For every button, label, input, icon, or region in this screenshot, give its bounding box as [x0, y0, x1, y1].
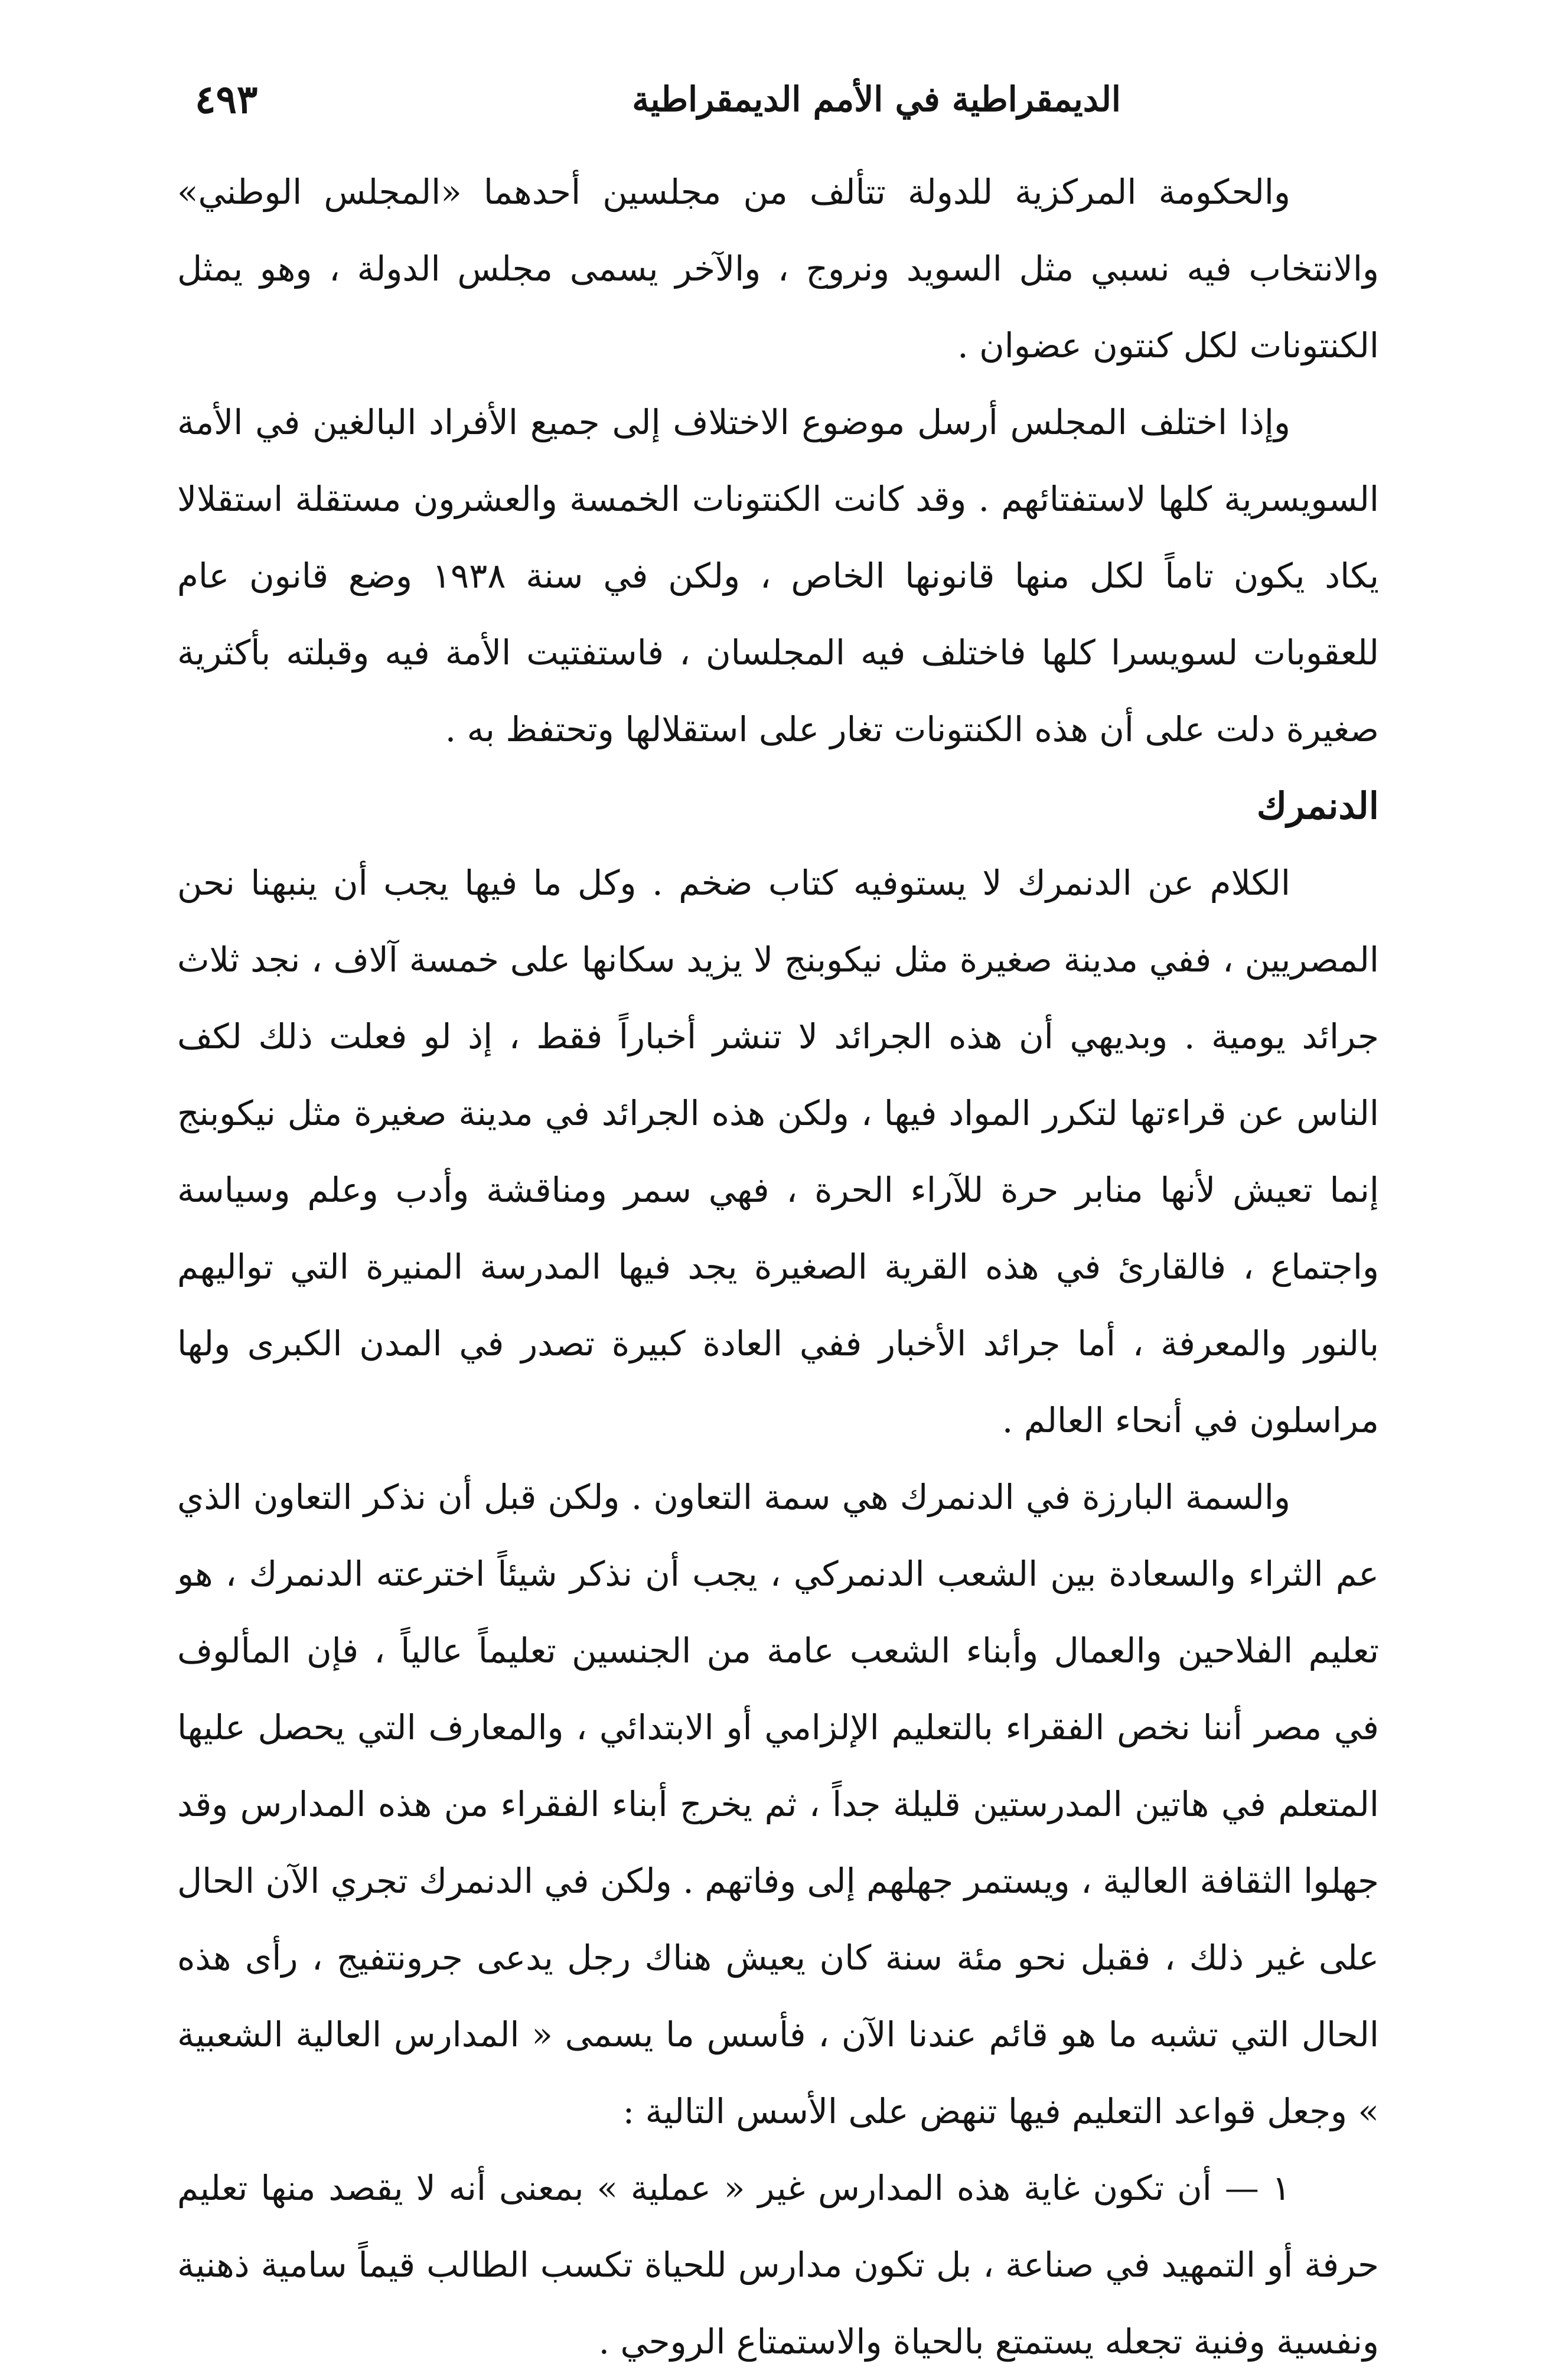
running-title: الديمقراطية في الأمم الديمقراطية	[632, 79, 1121, 119]
page-body	[177, 154, 1379, 2380]
paragraph: والسمة البارزة في الدنمرك هي سمة التعاون . ولكن قبل أن نذكر التعاون الذي عم الثراء والسعادة بين الشعب الدنمركي ، يجب أن نذكر شيئاً اخترعته الدنمرك ، هو تعليم الفلاحين والعمال وأبناء الشعب عامة من الجنسين تعليماً عالياً ، فإن المألوف في مصر أننا نخص الفقراء بالتعليم الإلزامي أو الابتدائي ، والمعارف التي يحصل عليها المتعلم في هاتين المدرستين قليلة جداً ، ثم يخرج أبناء الفقراء من هذه المدارس وقد جهلوا الثقافة العالية ، ويستمر جهلهم إلى وفاتهم . ولكن في الدنمرك تجري الآن الحال على غير ذلك ، فقبل نحو مئة سنة كان يعيش هناك رجل يدعى جرونتفيج ، رأى هذه الحال التي تشبه ما هو قائم عندنا الآن ، فأسس ما يسمى « المدارس العالية الشعبية » وجعل قواعد التعليم فيها تنهض على الأسس التالية :	[177, 1477, 1379, 2131]
page-number: ٤٩٣	[195, 76, 258, 122]
paragraph: الكلام عن الدنمرك لا يستوفيه كتاب ضخم . وكل ما فيها يجب أن ينبهنا نحن المصريين ، ففي مدينة صغيرة مثل نيكوبنج لا يزيد سكانها على خمسة آلاف ، نجد ثلاث جرائد يومية . وبديهي أن هذه الجرائد لا تنشر أخباراً فقط ، إذ لو فعلت ذلك لكف الناس عن قراءتها لتكرر المواد فيها ، ولكن هذه الجرائد في مدينة صغيرة مثل نيكوبنج إنما تعيش لأنها منابر حرة للآراء الحرة ، فهي سمر ومناقشة وأدب وعلم وسياسة واجتماع ، فالقارئ في هذه القرية الصغيرة يجد فيها المدرسة المنيرة التي تواليهم بالنور والمعرفة ، أما جرائد الأخبار ففي العادة كبيرة تصدر في المدن الكبرى ولها مراسلون في أنحاء العالم .	[177, 863, 1380, 1440]
paragraph: ١ — أن تكون غاية هذه المدارس غير « عملية » بمعنى أنه لا يقصد منها تعليم حرفة أو التمهيد في صناعة ، بل تكون مدارس للحياة تكسب الطالب قيماً سامية ذهنية ونفسية وفنية تجعله يستمتع بالحياة والاستمتاع الروحي .	[177, 2168, 1379, 2362]
paragraph: وإذا اختلف المجلس أرسل موضوع الاختلاف إلى جميع الأفراد البالغين في الأمة السويسرية كلها لاستفتائهم . وقد كانت الكنتونات الخمسة والعشرون مستقلة استقلالا يكاد يكون تاماً لكل منها قانونها الخاص ، ولكن في سنة ١٩٣٨ وضع قانون عام للعقوبات لسويسرا كلها فاختلف فيه المجلسان ، فاستفتيت الأمة فيه وقبلته بأكثرية صغيرة دلت على أن هذه الكنتونات تغار على استقلالها وتحتفظ به .	[177, 402, 1379, 749]
paragraph: والحكومة المركزية للدولة تتألف من مجلسين أحدهما «المجلس الوطني» والانتخاب فيه نسبي مثل السويد ونروج ، والآخر يسمى مجلس الدولة ، وهو يمثل الكنتونات لكل كنتون عضوان .	[177, 172, 1379, 366]
page-header	[195, 70, 1357, 135]
section-heading: الدنمرك	[1256, 784, 1379, 827]
